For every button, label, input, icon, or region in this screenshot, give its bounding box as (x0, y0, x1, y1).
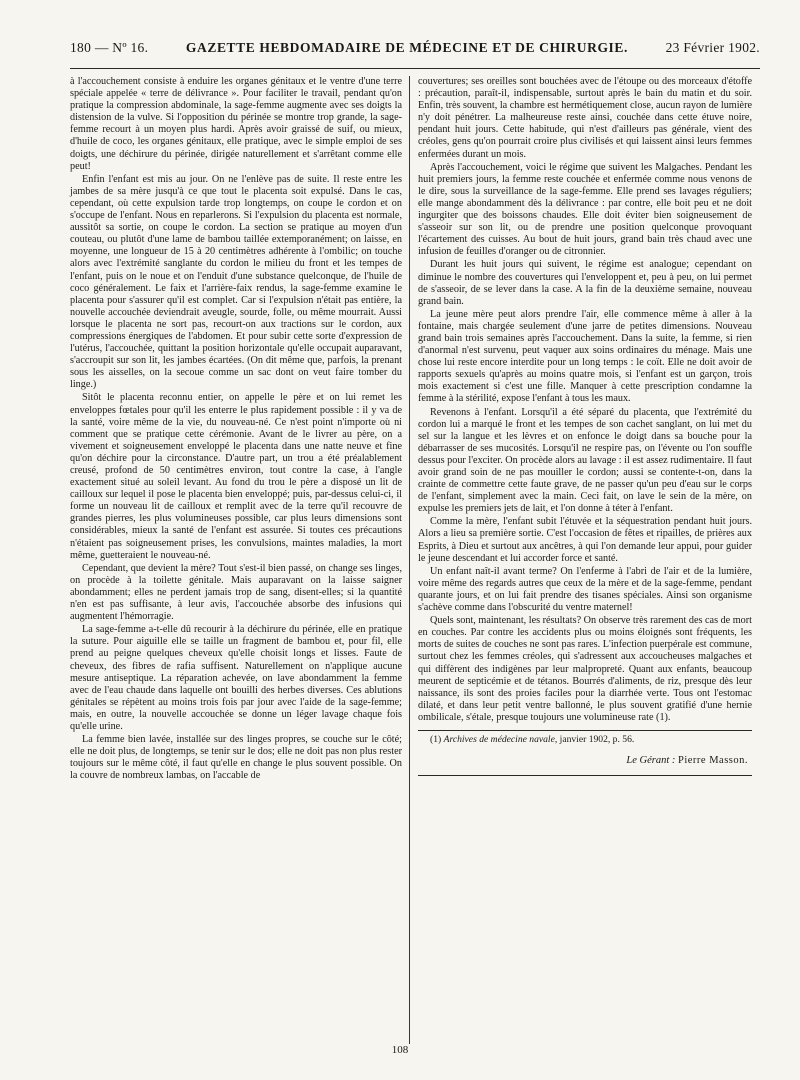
header-rule (70, 68, 760, 69)
paragraph: couvertures; ses oreilles sont bouchées avec de l'étoupe ou des morceaux d'étoffe : précaution, paraît-il, indispensable, surtout après le bain du matin et du soir. Enfin, très souvent, la chambre est hermétiquement close, aucun rayon de lumière n'y doit pénétrer. La malheureuse reste ainsi, couchée dans cette étuve noire, pendant huit jours. Cette habitude, qui n'est d'ailleurs pas générale, vient des créoles, gens qu'on pourrait croire plus civilisés et qui laissent ainsi leurs femmes enfermées durant un mois. (418, 76, 752, 160)
footnote-citation: , janvier 1902, p. 56. (554, 733, 635, 745)
issue-date: 23 Février 1902. (665, 40, 760, 55)
footnote-rule (418, 730, 752, 731)
journal-title: GAZETTE HEBDOMADAIRE DE MÉDECINE ET DE CHIRURGIE. (185, 40, 628, 55)
paragraph: à l'accouchement consiste à enduire les organes génitaux et le ventre d'une terre spéciale appelée « terre de délivrance ». Pour faciliter le travail, pendant qu'on pratique la compression abdominale, la sage-femme augmente avec ses doigts la distension de la vulve. Si l'opposition du périnée se montre trop grande, la sage-femme recourt à un moyen plus hardi. Après avoir graissé de suif, ou mieux, d'huile de coco, les organes génitaux, elle pratique, avec le simple emploi de ses doigts, une déchirure du périnée, dirigée naturellement et s'arrêtant comme elle peut! (70, 76, 402, 172)
page-number: 108 (391, 1044, 409, 1056)
paragraph: Durant les huit jours qui suivent, le régime est analogue; cependant on diminue le nombre des couvertures qui l'enveloppent et, peu à peu, on lui permet de s'asseoir, de se lever dans la case. A la fin de la deuxième semaine, nouveau grand bain. (418, 259, 752, 307)
right-column (418, 76, 752, 776)
paragraph: Après l'accouchement, voici le régime que suivent les Malgaches. Pendant les huit premiers jours, la femme reste couchée et enfermée comme nous venons de le dire, sous la surveillance de la sage-femme. Elle prend ses lavages réguliers; elle mange abondamment dès la délivrance : par contre, elle boit peu et ne doit ingurgiter que des boissons chaudes. Elle doit éviter bien soigneusement de s'asseoir sur son lit, ou de prendre une position quelconque provoquant l'écartement des cuisses. Au bout de huit jours, grand bain très chaud avec une infusion de feuilles d'oranger ou de citronnier. (418, 161, 752, 258)
paragraph: La jeune mère peut alors prendre l'air, elle commence même à aller à la fontaine, mais chargée seulement d'une jarre de petites dimensions. Nouveau grand bain trois semaines après l'accouchement. Dans la suite, la femme, si rien d'anormal n'est survenu, peut vaquer aux soins ordinaires du ménage. Mais une chose lui reste encore interdite pour un long temps : le coït. Elle ne doit avoir de rapports sexuels qu'après au moins quatre mois, si l'enfant est un garçon, trois mois exactement si c'est une fille. Manquer à cette prescription condamne la femme à la stérilité, expose l'enfant à tous les maux. (418, 308, 752, 405)
left-column (70, 76, 402, 783)
gerant-name: Pierre Masson. (678, 754, 748, 766)
footnote (418, 734, 752, 745)
closing-rule (418, 775, 752, 776)
paragraph: La sage-femme a-t-elle dû recourir à la déchirure du périnée, elle en pratique la suture. Pour aiguille elle se taille un fragment de bambou et, pour fil, elle prend au peigne quelques cheveux qu'elle choisit longs et lisses. Faute de cheveux, des fibres de rafia suffisent. Naturellement on n'applique aucune mesure antiseptique. La réparation achevée, on lave abondamment la femme avec de l'eau chaude dans laquelle ont bouilli des herbes diverses. Ces ablutions génitales se répètent au moins trois fois par jour avec l'aide de la sage-femme; mais, en outre, la nouvelle accouchée se donne un léger lavage chaque fois qu'elle urine. (70, 624, 402, 732)
page-number-issue: 180 — Nº 16. (70, 40, 149, 55)
gerant-signature (418, 755, 752, 767)
paragraph: Quels sont, maintenant, les résultats? On observe très rarement des cas de mort en couches. Par contre les accidents plus ou moins éloignés sont fréquents, les morts de suites de couches ne sont pas rares. L'infection puerpérale est commune, surtout chez les femmes créoles, qui s'adressent aux accoucheuses malgaches et qui diffèrent des indigènes par leur malpropreté. Quant aux enfants, beaucoup meurent de septicémie et de tétanos. Bourrés d'aliments, de riz, presque dès leur naissance, ils sont des proies faciles pour la diarrhée verte. Tous ont l'estomac dilaté, et dans leur petit ventre ballonné, le plus souvent gratifié d'une hernie ombilicale, s'étale, presque toujours une volumineuse rate (1). (418, 615, 752, 723)
footnote-source: Archives de médecine navale (443, 733, 555, 745)
page-header (70, 40, 760, 66)
paragraph: Enfin l'enfant est mis au jour. On ne l'enlève pas de suite. Il reste entre les jambes de sa mère jusqu'à ce que tout le placenta soit expulsé. Dans le cas, cependant, où cette expulsion tarde trop longtemps, on coupe le cordon et on s'occupe de l'enfant. Nous en reparlerons. Si l'expulsion du placenta est normale, aussitôt sa sortie, on coupe le cordon. La section se pratique au moyen d'un couteau, ou plutôt d'une lame de bambou taillée extemporanément; on laisse, en moyenne, une longueur de 15 à 20 centimètres adhérente à l'ombilic; on touche alors avec l'extrémité sanglante du cordon le milieu du front et les tempes de l'enfant, puis on le noue et on l'enduit d'une substance quelconque, de l'huile de coco généralement. Le faix et l'arrière-faix rendus, la sage-femme examine le placenta pour s'assurer qu'il est complet. Car si l'expulsion n'était pas entière, la nouvelle accouchée deviendrait aveugle, sourde, folle, ou même mourrait. Aussi lorsque le placenta ne sort pas, recourt-on aux tractions sur le cordon, aux compressions énergiques de l'abdomen. Et pour subir cette sorte d'expression de l'utérus, l'accouchée, quittant la position horizontale qu'elle occupait auparavant, s'accroupit sur son lit, les jambes écartées. (On dit même que, parfois, la prenant sous les aisselles, on la secoue comme un sac dont on veut faire tomber du linge.) (70, 173, 402, 391)
column-divider (409, 76, 410, 1044)
footnote-marker: (1) (430, 733, 442, 745)
paragraph: Cependant, que devient la mère? Tout s'est-il bien passé, on change ses linges, on procède à la toilette génitale. Mais auparavant on la laisse saigner abondamment; elles ne perdent jamais trop de sang, disent-elles; si la quantité n'en est pas suffisante, à leur avis, l'accouchée absorbe des infusions qui augmentent l'hémorragie. (70, 562, 402, 623)
paragraph: La femme bien lavée, installée sur des linges propres, se couche sur le côté; elle ne doit plus, de longtemps, se tenir sur le dos; elle ne doit pas non plus rester toujours sur le même côté, il faut qu'elle en change le plus souvent possible. On la couvre de nombreux lambas, on l'accable de (70, 734, 402, 782)
paragraph: Revenons à l'enfant. Lorsqu'il a été séparé du placenta, que l'extrémité du cordon lui a marqué le front et les tempes de son cachet sanglant, on lui met du sel sur la langue et les lèvres et on enfonce le doigt dans sa bouche pour la débarrasser de ses mucosités. Lorsqu'il ne respire pas, on l'évente ou l'on souffle dessus pour l'exciter. On procède alors au lavage : il est assez rudimentaire. Il faut avoir grand soin de ne pas mouiller le cordon; aussi se contente-t-on, dans la crainte de commettre cette faute grave, de ne passer qu'un peu d'eau sur le corps de l'enfant, simplement avec la main. Ceci fait, on lave le sein de la mère, on expulse les premiers jets de lait, et l'on donne à téter à l'enfant. (418, 406, 752, 515)
paragraph: Un enfant naît-il avant terme? On l'enferme à l'abri de l'air et de la lumière, voire même des regards autres que ceux de la mère et de la sage-femme, pendant quarante jours, et on lui fait prendre des tisanes spéciales. Ainsi son organisme s'achève comme dans l'obscurité du ventre maternel! (418, 565, 752, 614)
paragraph: Sitôt le placenta reconnu entier, on appelle le père et on lui remet les enveloppes fœtales pour qu'il les enterre le plus rapidement possible : il y va de la santé, voire même de la vie, du nouveau-né. Ce n'est point n'importe où ni comment que se pratique cette cérémonie. Avant de le livrer au père, on a vivement et soigneusement enveloppé le placenta dans une natte neuve et fine qu'on déchire pour la circonstance. D'autre part, un trou a été préalablement creusé, profond de 50 centimètres environ, tout contre la case, à l'angle exactement situé au soleil levant. Au fond du trou le père a disposé un lit de cailloux sur lequel il pose le placenta bien enveloppé; puis, par-dessus celui-ci, il forme un nouveau lit de cailloux et remplit avec de la terre qu'il recouvre de grandes pierres, les plus volumineuses possible, car plus leurs dimensions sont considérables, mieux la santé de l'enfant est assurée. Si toutes ces précautions n'étaient pas soigneusement prises, les convulsions, maintes maladies, la mort même, guetteraient le nouveau-né. (70, 392, 402, 561)
paragraph: Comme la mère, l'enfant subit l'étuvée et la séquestration pendant huit jours. Alors a lieu sa première sortie. C'est l'occasion de fêtes et ripailles, de prières aux Esprits, à Dieu et surtout aux ancêtres, à qui l'on demande leur appui, pour guider le jeune descendant et lui accorder force et santé. (418, 516, 752, 564)
gerant-label: Le Gérant : (626, 754, 676, 766)
